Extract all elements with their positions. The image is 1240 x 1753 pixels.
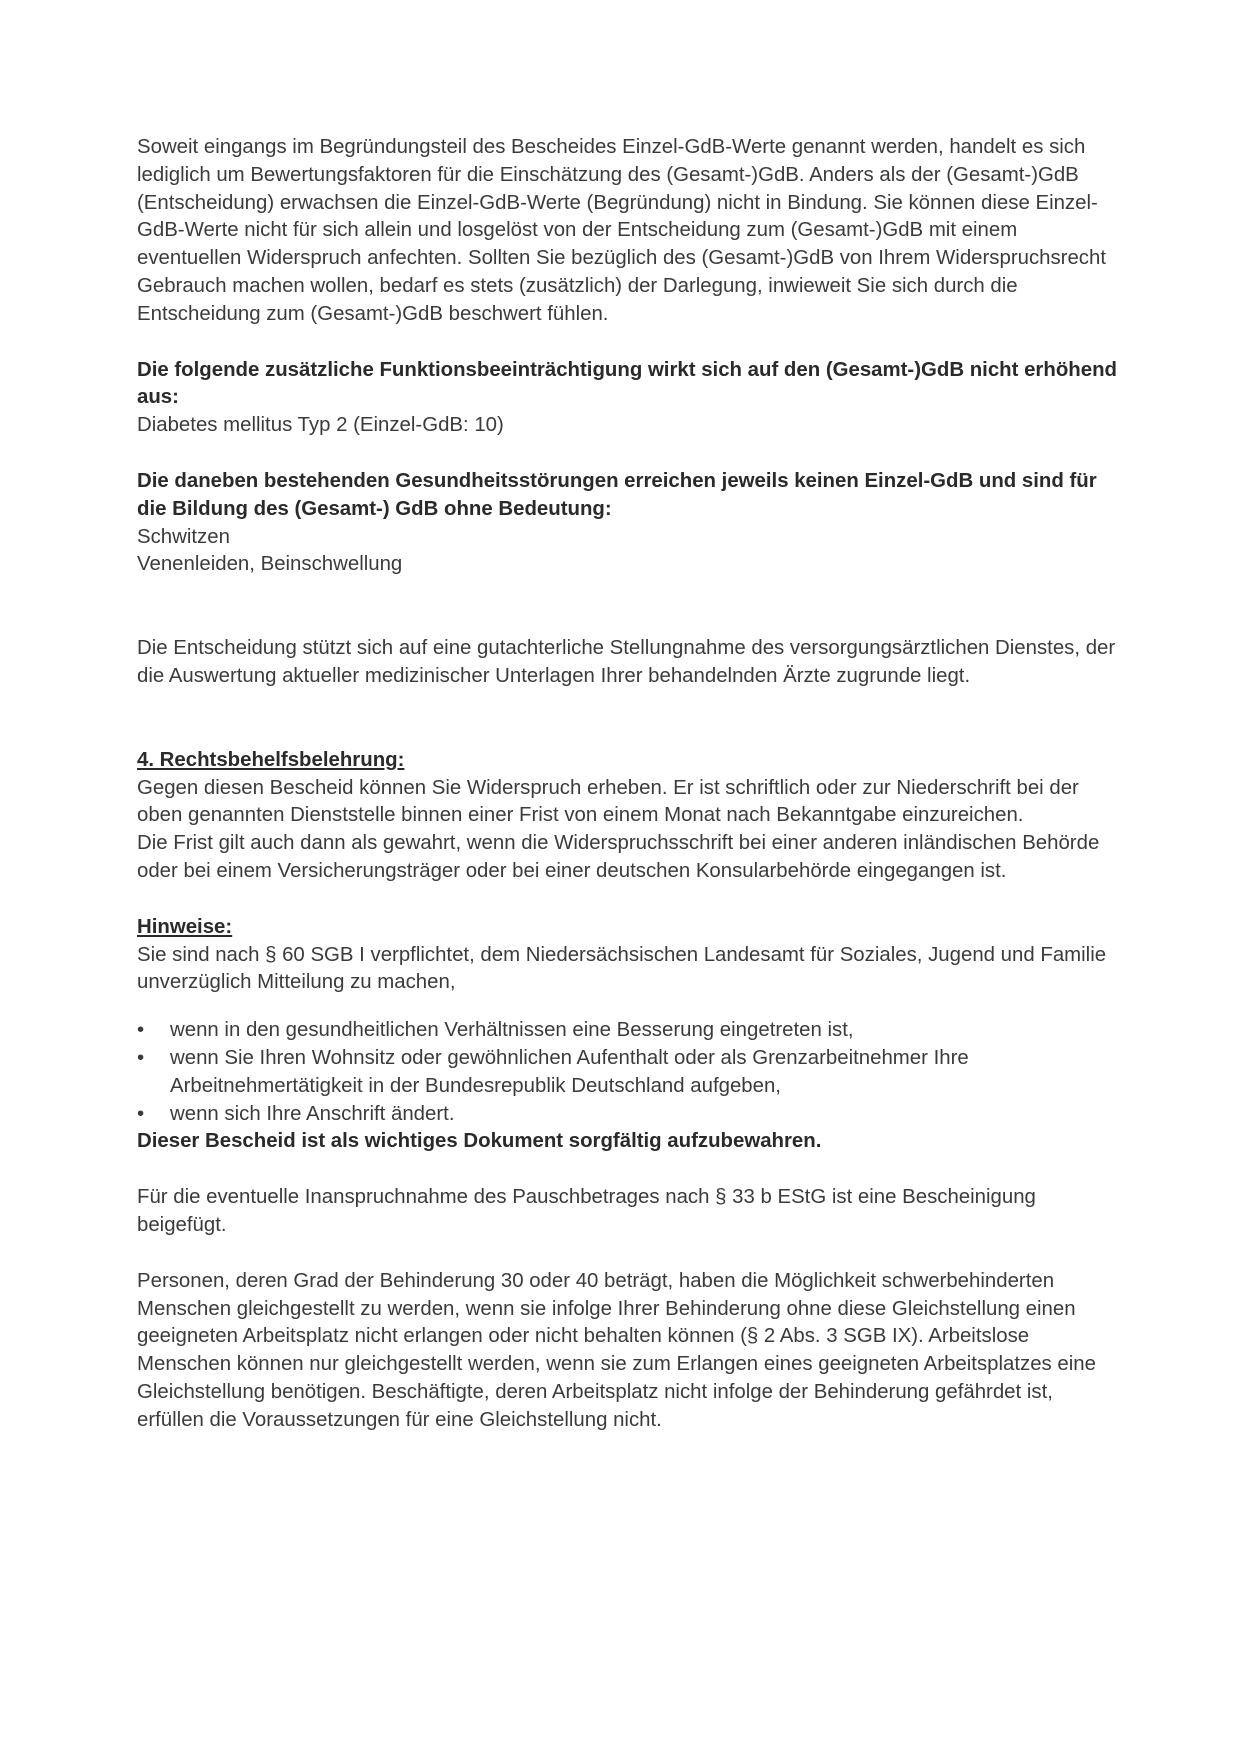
list-item <box>137 1045 1117 1101</box>
additional-impairment-item: Diabetes mellitus Typ 2 (Einzel-GdB: 10) <box>137 414 504 437</box>
tax-paragraph: Für die eventuelle Inanspruchnahme des Pauschbetrages nach § 33 b EStG ist eine Bescheinigung beigefügt. <box>137 1186 1036 1236</box>
list-item-text: wenn sich Ihre Anschrift ändert. <box>170 1102 455 1125</box>
list-item <box>137 1101 1117 1129</box>
legal-remedy-heading: 4. Rechtsbehelfsbelehrung: <box>137 748 405 771</box>
notes-bullet-list <box>137 1017 1117 1128</box>
list-item-text: wenn Sie Ihren Wohnsitz oder gewöhnlichen Aufenthalt oder als Grenzarbeitnehmer Ihre Arbeitnehmertätigkeit in der Bundesrepublik Deutschland aufgeben, <box>170 1046 969 1097</box>
list-item-text: wenn in den gesundheitlichen Verhältnissen eine Besserung eingetreten ist, <box>170 1019 854 1042</box>
list-item <box>137 1017 1117 1045</box>
other-disorders-heading: Die daneben bestehenden Gesundheitsstörungen erreichen jeweils keinen Einzel-GdB und sind für die Bildung des (Gesamt-) GdB ohne Bedeutung: <box>137 469 1097 520</box>
bullet-icon: • <box>137 1019 145 1042</box>
basis-paragraph: Die Entscheidung stützt sich auf eine gutachterliche Stellungnahme des versorgungsärztlichen Dienstes, der die Auswertung aktueller medizinischer Unterlagen Ihrer behandelnden Ärzte zugrunde liegt. <box>137 637 1116 687</box>
document-page <box>137 134 1117 1434</box>
notes-intro: Sie sind nach § 60 SGB I verpflichtet, dem Niedersächsischen Landesamt für Soziales, Jugend und Familie unverzüglich Mitteilung zu machen, <box>137 943 1107 994</box>
additional-impairment-heading: Die folgende zusätzliche Funktionsbeeinträchtigung wirkt sich auf den (Gesamt-)GdB nicht erhöhend aus: <box>137 358 1117 409</box>
equalization-paragraph: Personen, deren Grad der Behinderung 30 oder 40 beträgt, haben die Möglichkeit schwerbehinderten Menschen gleichgestellt zu werden, wenn sie infolge Ihrer Behinderung ohne diese Gleichstellung einen geeigneten Arbeitsplatz nicht erlangen oder nicht behalten können (§ 2 Abs. 3 SGB IX). Arbeitslose Menschen können nur gleichgestellt werden, wenn sie zum Erlangen eines geeigneten Arbeitsplatzes eine Gleichstellung benötigen. Beschäftigte, deren Arbeitsplatz nicht infolge der Behinderung gefährdet ist, erfüllen die Voraussetzungen für eine Gleichstellung nicht. <box>137 1269 1096 1431</box>
notes-heading: Hinweise: <box>137 915 233 938</box>
bullet-icon: • <box>137 1102 145 1125</box>
legal-remedy-paragraph: Gegen diesen Bescheid können Sie Widerspruch erheben. Er ist schriftlich oder zur Niederschrift bei der oben genannten Dienststelle binnen einer Frist von einem Monat nach Bekanntgabe einzureichen. <box>137 776 1079 827</box>
intro-paragraph: Soweit eingangs im Begründungsteil des Bescheides Einzel-GdB-Werte genannt werden, handelt es sich lediglich um Bewertungsfaktoren für die Einschätzung des (Gesamt-)GdB. Anders als der (Gesamt-)GdB (Entscheidung) erwachsen die Einzel-GdB-Werte (Begründung) nicht in Bindung. Sie können diese Einzel-GdB-Werte nicht für sich allein und losgelöst von der Entscheidung zum (Gesamt-)GdB mit einem eventuellen Widerspruch anfechten. Sollten Sie bezüglich des (Gesamt-)GdB von Ihrem Widerspruchsrecht Gebrauch machen wollen, bedarf es stets (zusätzlich) der Darlegung, inwieweit Sie sich durch die Entscheidung zum (Gesamt-)GdB beschwert fühlen. <box>137 136 1107 325</box>
other-disorder-item: Schwitzen <box>137 525 230 548</box>
important-notice: Dieser Bescheid ist als wichtiges Dokument sorgfältig aufzubewahren. <box>137 1130 822 1153</box>
legal-remedy-paragraph: Die Frist gilt auch dann als gewahrt, wenn die Widerspruchsschrift bei einer anderen inländischen Behörde oder bei einem Versicherungsträger oder bei einer deutschen Konsularbehörde eingegangen ist. <box>137 832 1100 882</box>
bullet-icon: • <box>137 1046 145 1069</box>
other-disorder-item: Venenleiden, Beinschwellung <box>137 553 403 576</box>
